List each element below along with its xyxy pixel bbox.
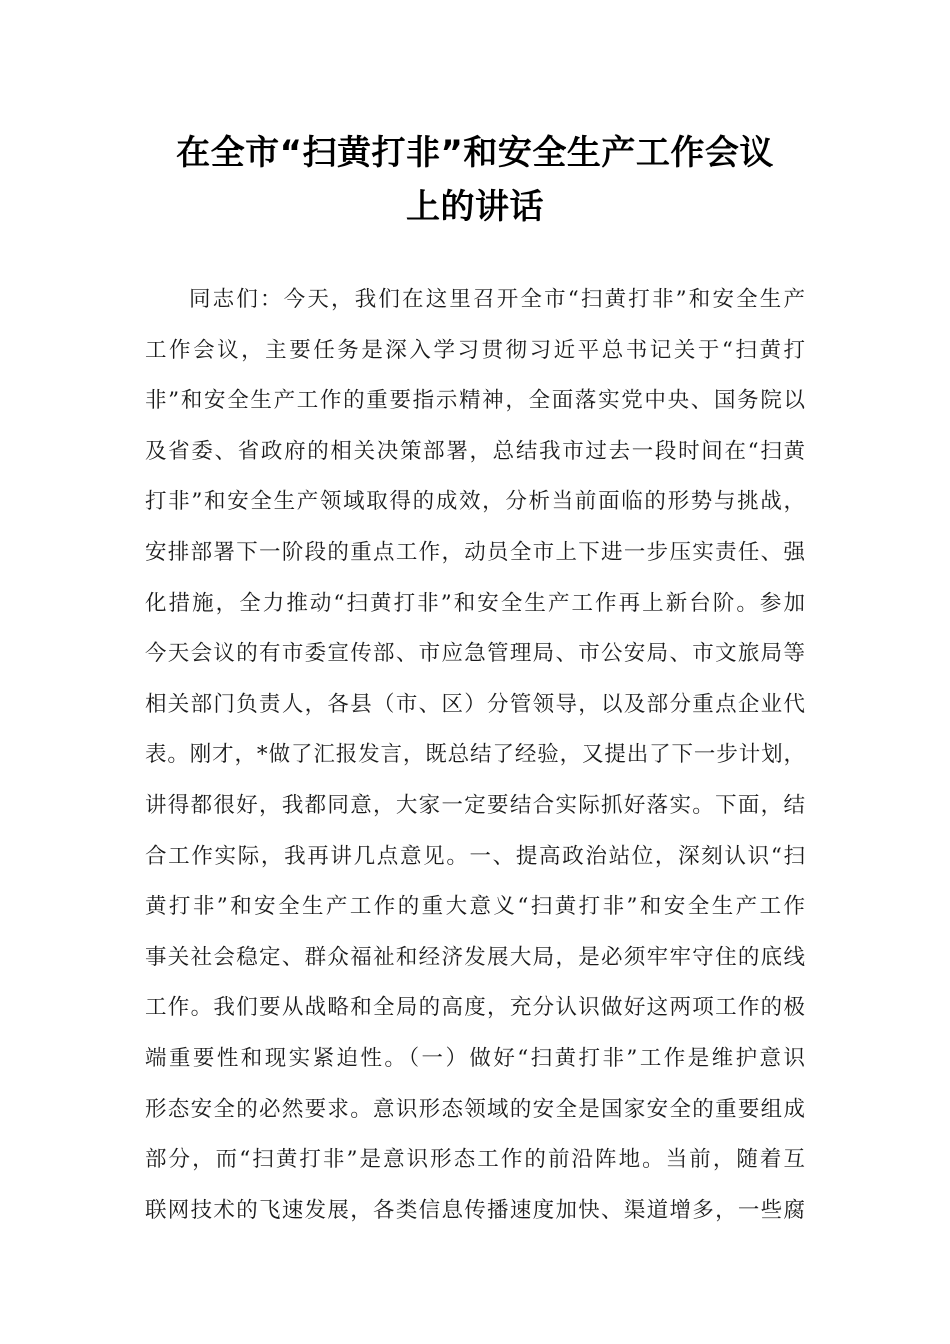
body-line: 工作。我们要从战略和全局的高度，充分认识做好这两项工作的极 [145, 995, 807, 1021]
body-line: 黄打非”和安全生产工作的重大意义“扫黄打非”和安全生产工作 [145, 894, 808, 920]
body-line: 化措施，全力推动“扫黄打非”和安全生产工作再上新台阶。参加 [145, 590, 808, 616]
body-line: 联网技术的飞速发展，各类信息传播速度加快、渠道增多，一些腐 [145, 1197, 807, 1223]
body-line: 同志们：今天，我们在这里召开全市“扫黄打非”和安全生产 [189, 287, 808, 312]
body-line: 讲得都很好，我都同意，大家一定要结合实际抓好落实。下面，结 [145, 793, 807, 818]
title-line-2: 上的讲话 [406, 187, 544, 227]
body-line: 事关社会稳定、群众福祉和经济发展大局，是必须牢牢守住的底线 [145, 944, 807, 970]
body-line: 工作会议，主要任务是深入学习贯彻习近平总书记关于“扫黄打 [145, 337, 808, 363]
body-line: 相关部门负责人，各县（市、区）分管领导，以及部分重点企业代 [145, 691, 807, 717]
document-title [145, 126, 805, 234]
body-line: 形态安全的必然要求。意识形态领域的安全是国家安全的重要组成 [145, 1096, 807, 1122]
body-line: 及省委、省政府的相关决策部署，总结我市过去一段时间在“扫黄 [145, 438, 807, 464]
body-line: 表。刚才，*做了汇报发言，既总结了经验，又提出了下一步计划， [145, 742, 806, 768]
body-line: 安排部署下一阶段的重点工作，动员全市上下进一步压实责任、强 [145, 540, 807, 565]
body-line: 今天会议的有市委宣传部、市应急管理局、市公安局、市文旅局等 [145, 641, 807, 667]
body-line: 打非”和安全生产领域取得的成效，分析当前面临的形势与挑战， [145, 489, 807, 515]
body-line: 部分，而“扫黄打非”是意识形态工作的前沿阵地。当前，随着互 [145, 1147, 808, 1173]
title-line-1: 在全市“扫黄打非”和安全生产工作会议 [176, 133, 774, 173]
body-line: 非”和安全生产工作的重要指示精神，全面落实党中央、国务院以 [145, 388, 807, 414]
body-line: 端重要性和现实紧迫性。（一）做好“扫黄打非”工作是维护意识 [145, 1046, 808, 1071]
body-line: 合工作实际，我再讲几点意见。一、提高政治站位，深刻认识“扫 [145, 843, 807, 869]
